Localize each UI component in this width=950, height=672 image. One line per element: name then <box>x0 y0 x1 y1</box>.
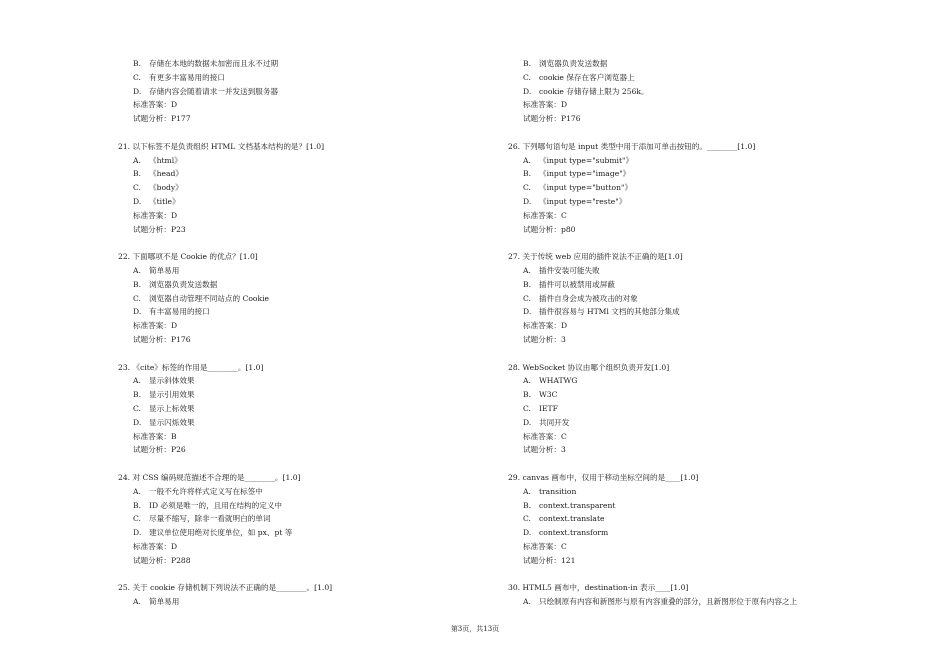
option-d: D. 插件很容易与 HTMl 文档的其他部分集成 <box>523 307 680 317</box>
standard-answer: 标准答案：D <box>133 100 178 110</box>
answer-analysis: 试题分析：P176 <box>133 334 191 344</box>
option-b: B. 浏览器负责发送数据 <box>133 279 218 289</box>
question-title: 27. 关于传统 web 应用的插件说法不正确的是[1.0] <box>508 252 683 262</box>
question-title: 29. canvas 画布中，仅用于移动坐标空间的是____[1.0] <box>508 472 699 482</box>
option-d: D. 显示闪烁效果 <box>133 417 195 427</box>
option-d: D. 《input type="reste"》 <box>523 196 627 206</box>
question-30 <box>508 581 848 609</box>
question-title: 25. 关于 cookie 存储机制下列说法不正确的是________。[1.0] <box>118 583 333 593</box>
question-28 <box>508 361 848 458</box>
option-a: A. 一般不允许将样式定义写在标签中 <box>133 486 263 496</box>
question-title: 30. HTML5 画布中，destination-in 表示____[1.0] <box>508 583 689 593</box>
option-d: D. 《title》 <box>133 196 180 206</box>
option-a: A. 《input type="submit"》 <box>523 155 634 165</box>
question-26 <box>508 140 848 237</box>
option-a: A. 插件安装可能失败 <box>523 265 600 275</box>
answer-analysis: 试题分析：p80 <box>523 224 576 234</box>
option-b: B. 插件可以被禁用或屏蔽 <box>523 279 615 289</box>
standard-answer: 标准答案：D <box>133 541 178 551</box>
option-a: A. 显示斜体效果 <box>133 376 195 386</box>
answer-analysis: 试题分析：P177 <box>133 114 191 124</box>
option-b: B. W3C <box>523 390 558 400</box>
answer-analysis: 试题分析：P26 <box>133 445 186 455</box>
option-c: C. 有更多丰富易用的接口 <box>133 72 225 82</box>
option-b: B. 《input type="image"》 <box>523 169 631 179</box>
standard-answer: 标准答案：C <box>523 210 567 220</box>
option-d: D. 存储内容会随着请求一并发送到服务器 <box>133 86 279 96</box>
right-column <box>508 57 848 609</box>
option-d: D. context.transform <box>523 528 609 538</box>
question-title: 24. 对 CSS 编码规范描述不合理的是________。[1.0] <box>118 472 301 482</box>
option-b: B. 《head》 <box>133 169 183 179</box>
option-a: A. 《html》 <box>133 155 182 165</box>
option-c: C. 插件自身会成为被攻击的对象 <box>523 293 638 303</box>
option-c: C. 浏览器自动管理不同站点的 Cookie <box>133 293 270 303</box>
option-b: B. 浏览器负责发送数据 <box>523 59 608 68</box>
option-c: C. context.translate <box>523 514 605 524</box>
option-c: C. 尽量不缩写，除非一看就明白的单词 <box>133 514 271 524</box>
question-title: 21. 以下标签不是负责组织 HTML 文档基本结构的是？[1.0] <box>118 141 325 151</box>
option-d: D. 共同开发 <box>523 417 570 427</box>
answer-analysis: 试题分析：P23 <box>133 224 186 234</box>
option-b: B. ID 必须是唯一的，且用在结构的定义中 <box>133 500 282 510</box>
option-d: D. cookie 存储存储上限为 256k。 <box>523 86 649 96</box>
standard-answer: 标准答案：D <box>133 210 178 220</box>
option-c: C. cookie 保存在客户浏览器上 <box>523 72 635 82</box>
option-c: C. 显示上标效果 <box>133 403 195 413</box>
option-a: A. transition <box>523 486 577 496</box>
option-c: C. 《body》 <box>133 183 183 193</box>
answer-analysis: 试题分析：P176 <box>523 114 581 124</box>
answer-analysis: 试题分析：3 <box>523 334 566 344</box>
answer-analysis: 试题分析：121 <box>523 555 576 565</box>
question-23 <box>118 361 458 458</box>
standard-answer: 标准答案：C <box>523 541 567 551</box>
question-fragment-top <box>508 57 848 126</box>
option-a: A. 简单易用 <box>133 597 180 607</box>
question-title: 22. 下面哪项不是 Cookie 的优点？[1.0] <box>118 252 258 262</box>
option-b: B. 存储在本地的数据未加密而且永不过期 <box>133 59 279 68</box>
question-title: 28. WebSocket 协议由哪个组织负责开发[1.0] <box>508 362 670 372</box>
question-27 <box>508 250 848 347</box>
option-a: A. 只绘制原有内容和新图形与原有内容重叠的部分，且新图形位于原有内容之上 <box>523 597 798 607</box>
standard-answer: 标准答案：D <box>523 321 568 331</box>
option-c: C. 《input type="button"》 <box>523 183 633 193</box>
answer-analysis: 试题分析：3 <box>523 445 566 455</box>
option-a: A. WHATWG <box>523 376 578 386</box>
page-number: 第3页，共13页 <box>450 625 500 633</box>
standard-answer: 标准答案：C <box>523 431 567 441</box>
question-fragment-top <box>118 57 458 126</box>
question-29 <box>508 471 848 568</box>
option-b: B. 显示引用效果 <box>133 390 195 400</box>
standard-answer: 标准答案：D <box>133 321 178 331</box>
standard-answer: 标准答案：D <box>523 100 568 110</box>
option-b: B. context.transparent <box>523 500 616 510</box>
option-c: C. IETF <box>523 403 558 413</box>
standard-answer: 标准答案：B <box>133 431 177 441</box>
answer-analysis: 试题分析：P288 <box>133 555 191 565</box>
question-title: 26. 下列哪句语句是 input 类型中用于添加可单击按钮的。________[1.0] <box>508 141 756 151</box>
question-title: 23. 《cite》标签的作用是________。[1.0] <box>118 362 264 372</box>
option-a: A. 简单易用 <box>133 265 180 275</box>
question-25 <box>118 581 458 609</box>
option-d: D. 建议单位使用绝对长度单位，如 px、pt 等 <box>133 528 293 538</box>
question-21 <box>118 140 458 237</box>
option-d: D. 有丰富易用的接口 <box>133 307 210 317</box>
question-24 <box>118 471 458 568</box>
left-column <box>118 57 458 609</box>
question-22 <box>118 250 458 347</box>
